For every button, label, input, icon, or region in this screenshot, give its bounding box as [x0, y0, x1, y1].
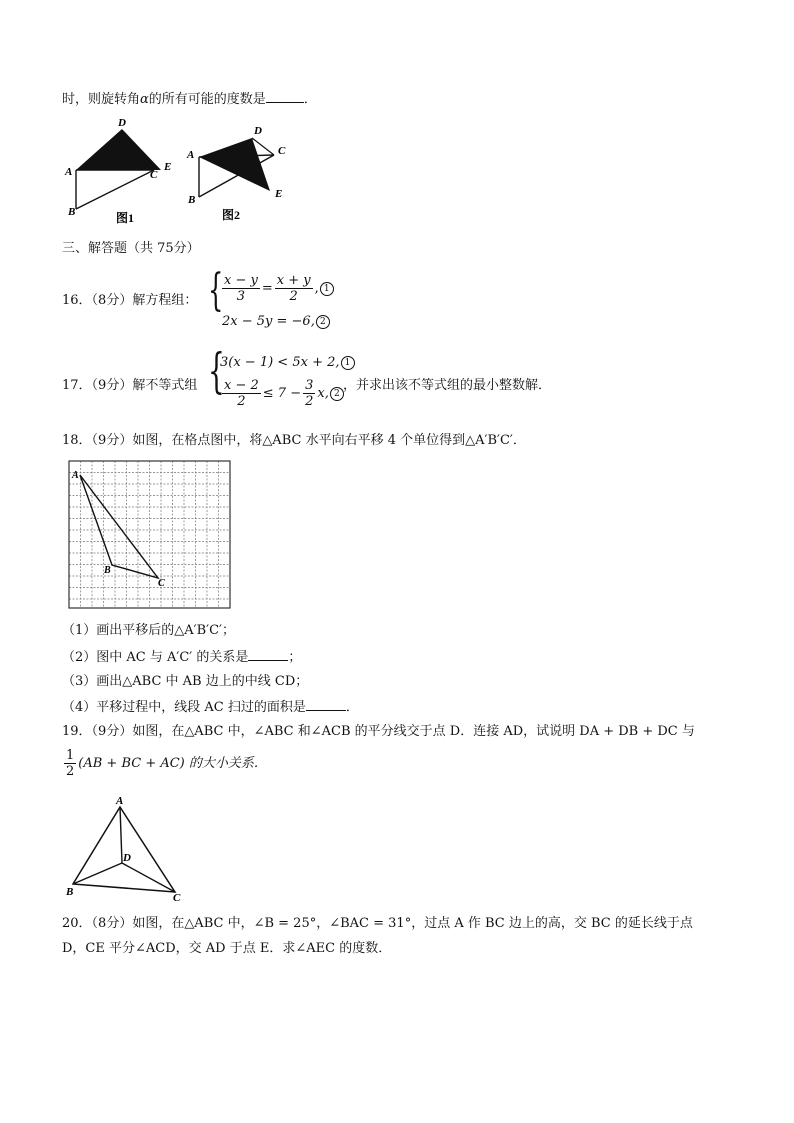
- answer-blank-18-4[interactable]: [306, 698, 346, 711]
- fig2-caption: 图2: [222, 208, 241, 222]
- q18-stem: 18．（9分）如图，在格点图中，将△ABC 水平向右平移 4 个单位得到△A′B′C′．: [62, 433, 526, 448]
- alpha-symbol: α: [140, 92, 149, 107]
- fig1-caption: 图1: [116, 211, 135, 225]
- q16-prefix: 16．（8分）解方程组：: [62, 293, 198, 308]
- figure-1: [64, 117, 171, 225]
- answer-blank-18-2[interactable]: [248, 648, 288, 661]
- q19-stem1: 19．（9分）如图，在△ABC 中，∠ABC 和∠ACB 的平分线交于点 D．连接 AD，试说明 DA + DB + DC 与: [62, 724, 695, 739]
- q17-prefix: 17．（9分）解不等式组: [62, 378, 198, 393]
- circled-1: 1: [341, 356, 355, 370]
- label-c: C: [150, 169, 158, 181]
- label-e: E: [275, 188, 283, 200]
- label-a: A: [116, 795, 124, 807]
- q20-line1: 20．（8分）如图，在△ABC 中，∠B = 25°，∠BAC = 31°，过点 A 作 BC 边上的高，交 BC 的延长线于点: [62, 916, 693, 931]
- grid: [69, 461, 230, 608]
- circled-2: 2: [330, 387, 344, 401]
- label-a: A: [187, 149, 195, 161]
- answer-blank-15[interactable]: [266, 90, 304, 103]
- triangle-abc: [73, 807, 175, 892]
- q16-eq2: 2x − 5y = −6, 2: [222, 314, 330, 329]
- q15-text: 时，则旋转角: [62, 92, 141, 107]
- q18-sub2: （2）图中 AC 与 A′C′ 的关系是 ；: [62, 650, 302, 665]
- figure-15: [62, 115, 302, 230]
- q19-stem2: $\frac{1}{2}$ (AB + BC + AC) 的大小关系．: [66, 748, 267, 779]
- label-d: D: [118, 117, 126, 129]
- label-c: C: [173, 892, 181, 902]
- circled-2: 2: [316, 315, 330, 329]
- q17-brace: {: [208, 343, 225, 399]
- label-c: C: [158, 578, 165, 589]
- triangle-ade: [76, 129, 161, 170]
- q19-figure: [63, 792, 193, 902]
- section-title: 三、解答题（共 75分）: [62, 241, 200, 256]
- triangle-ade-rotated: [199, 138, 270, 191]
- label-d: D: [123, 852, 131, 864]
- q15-text2: 的所有可能的度数是: [148, 92, 266, 107]
- q15-tail-line: 时，则旋转角α的所有可能的度数是 ．: [62, 92, 317, 107]
- q18-grid-figure: [68, 460, 233, 610]
- label-a: A: [65, 166, 73, 178]
- q18-sub4: （4）平移过程中，线段 AC 扫过的面积是 ．: [62, 700, 359, 715]
- q18-sub3: （3）画出△ABC 中 AB 边上的中线 CD；: [62, 674, 309, 689]
- q17-suffix: ，并求出该不等式组的最小整数解．: [343, 378, 552, 393]
- q17-ineq1: 3(x − 1) < 5x + 2, 1: [220, 355, 355, 370]
- label-b: B: [66, 886, 74, 898]
- label-e: E: [164, 161, 172, 173]
- label-b: B: [68, 206, 76, 218]
- label-d: D: [254, 125, 262, 137]
- label-a: A: [72, 470, 79, 481]
- label-b: B: [104, 565, 111, 576]
- q17-ineq2: $\frac{x - 2}{2}$ ≤ 7 − $\frac{3}{2}$ x, 2: [220, 378, 344, 409]
- circled-1: 1: [320, 282, 334, 296]
- label-b: B: [188, 194, 196, 206]
- q20-line2: D，CE 平分∠ACD，交 AD 于点 E．求∠AEC 的度数．: [62, 941, 392, 956]
- q16-eq1: $\frac{x - y}{3}$ = $\frac{x + y}{2}$ , 1: [220, 273, 334, 304]
- label-c: C: [278, 145, 286, 157]
- q18-sub1: （1）画出平移后的△A′B′C′；: [62, 623, 236, 638]
- q16-brace: {: [208, 265, 224, 316]
- figure-2: [186, 125, 286, 222]
